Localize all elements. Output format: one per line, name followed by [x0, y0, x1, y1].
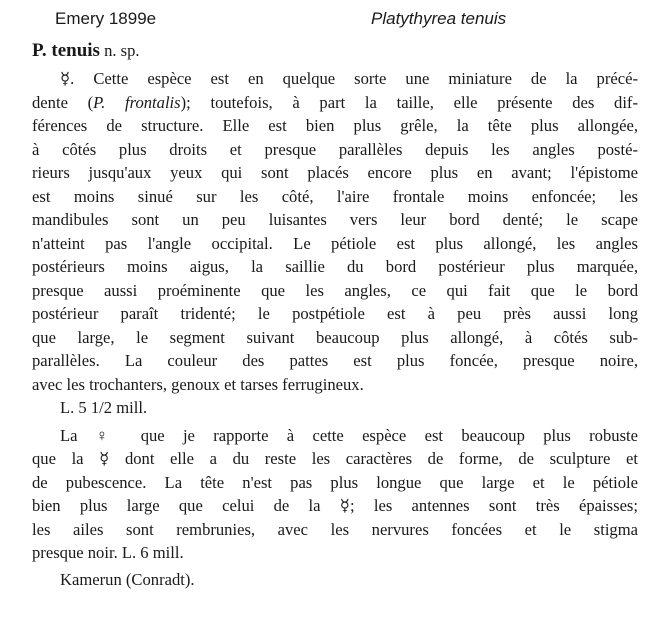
text-line: que la ☿ dont elle a du reste les caractères de forme, de sculpture et	[32, 449, 638, 468]
locality: Kamerun (Conradt).	[60, 569, 195, 589]
species-title	[32, 38, 638, 64]
worker-length: L. 5 1/2 mill.	[60, 398, 148, 417]
text-line: n'atteint pas l'angle occipital. Le pétiole est plus allongé, les angles	[32, 233, 638, 253]
text-line: les ailes sont rembrunies, avec les nervures foncées et le stigma	[32, 519, 638, 539]
species-name: P. tenuis	[32, 40, 100, 61]
text-line: avec les trochanters, genoux et tarses ferrugineux.	[32, 374, 364, 394]
text-line: ☿. Cette espèce est en quelque sorte une miniature de la précé-	[60, 69, 638, 88]
text-line: dente (P. frontalis); toutefois, à part la taille, elle présente des dif-	[32, 92, 638, 112]
text-line: férences de structure. Elle est bien plus grêle, la tête plus allongée,	[32, 116, 638, 135]
worker-description	[32, 67, 638, 396]
text-line: à côtés plus droits et presque parallèles depuis les angles posté-	[32, 139, 638, 159]
species-description	[32, 38, 638, 591]
species-note: n. sp.	[99, 41, 140, 60]
text-line: parallèles. La couleur des pattes est plus foncée, presque noire,	[32, 351, 638, 370]
text-line: La ♀ que je rapporte à cette espèce est beaucoup plus robuste	[60, 425, 638, 445]
header-author-year: Emery 1899e	[55, 9, 157, 28]
text-line: presque noir. L. 6 mill.	[32, 543, 184, 562]
text-line: presque aussi proéminente que les angles, ce qui fait que le bord	[32, 280, 638, 300]
header-taxon: Platythyrea tenuis	[371, 9, 507, 28]
female-description	[32, 424, 638, 565]
text-line: de pubescence. La tête n'est pas plus longue que large et le pétiole	[32, 472, 638, 492]
text-line: postérieur paraît tridenté; le postpétiole est à peu près aussi long	[32, 304, 638, 323]
text-line: est moins sinué sur les côté, l'aire frontale moins enfoncée; les	[32, 186, 638, 206]
text-line: mandibules sont un peu luisantes vers leur bord denté; le scape	[32, 210, 638, 229]
text-line: que large, le segment suivant beaucoup plus allongé, à côtés sub-	[32, 327, 638, 347]
text-line: rieurs jusqu'aux yeux qui sont placés encore plus en avant; l'épistome	[32, 163, 638, 182]
cited-species: P. frontalis	[93, 92, 181, 112]
text-line: bien plus large que celui de la ☿; les antennes sont très épaisses;	[32, 496, 638, 515]
text-line: postérieurs moins aigus, la saillie du bord postérieur plus marquée,	[32, 257, 638, 276]
